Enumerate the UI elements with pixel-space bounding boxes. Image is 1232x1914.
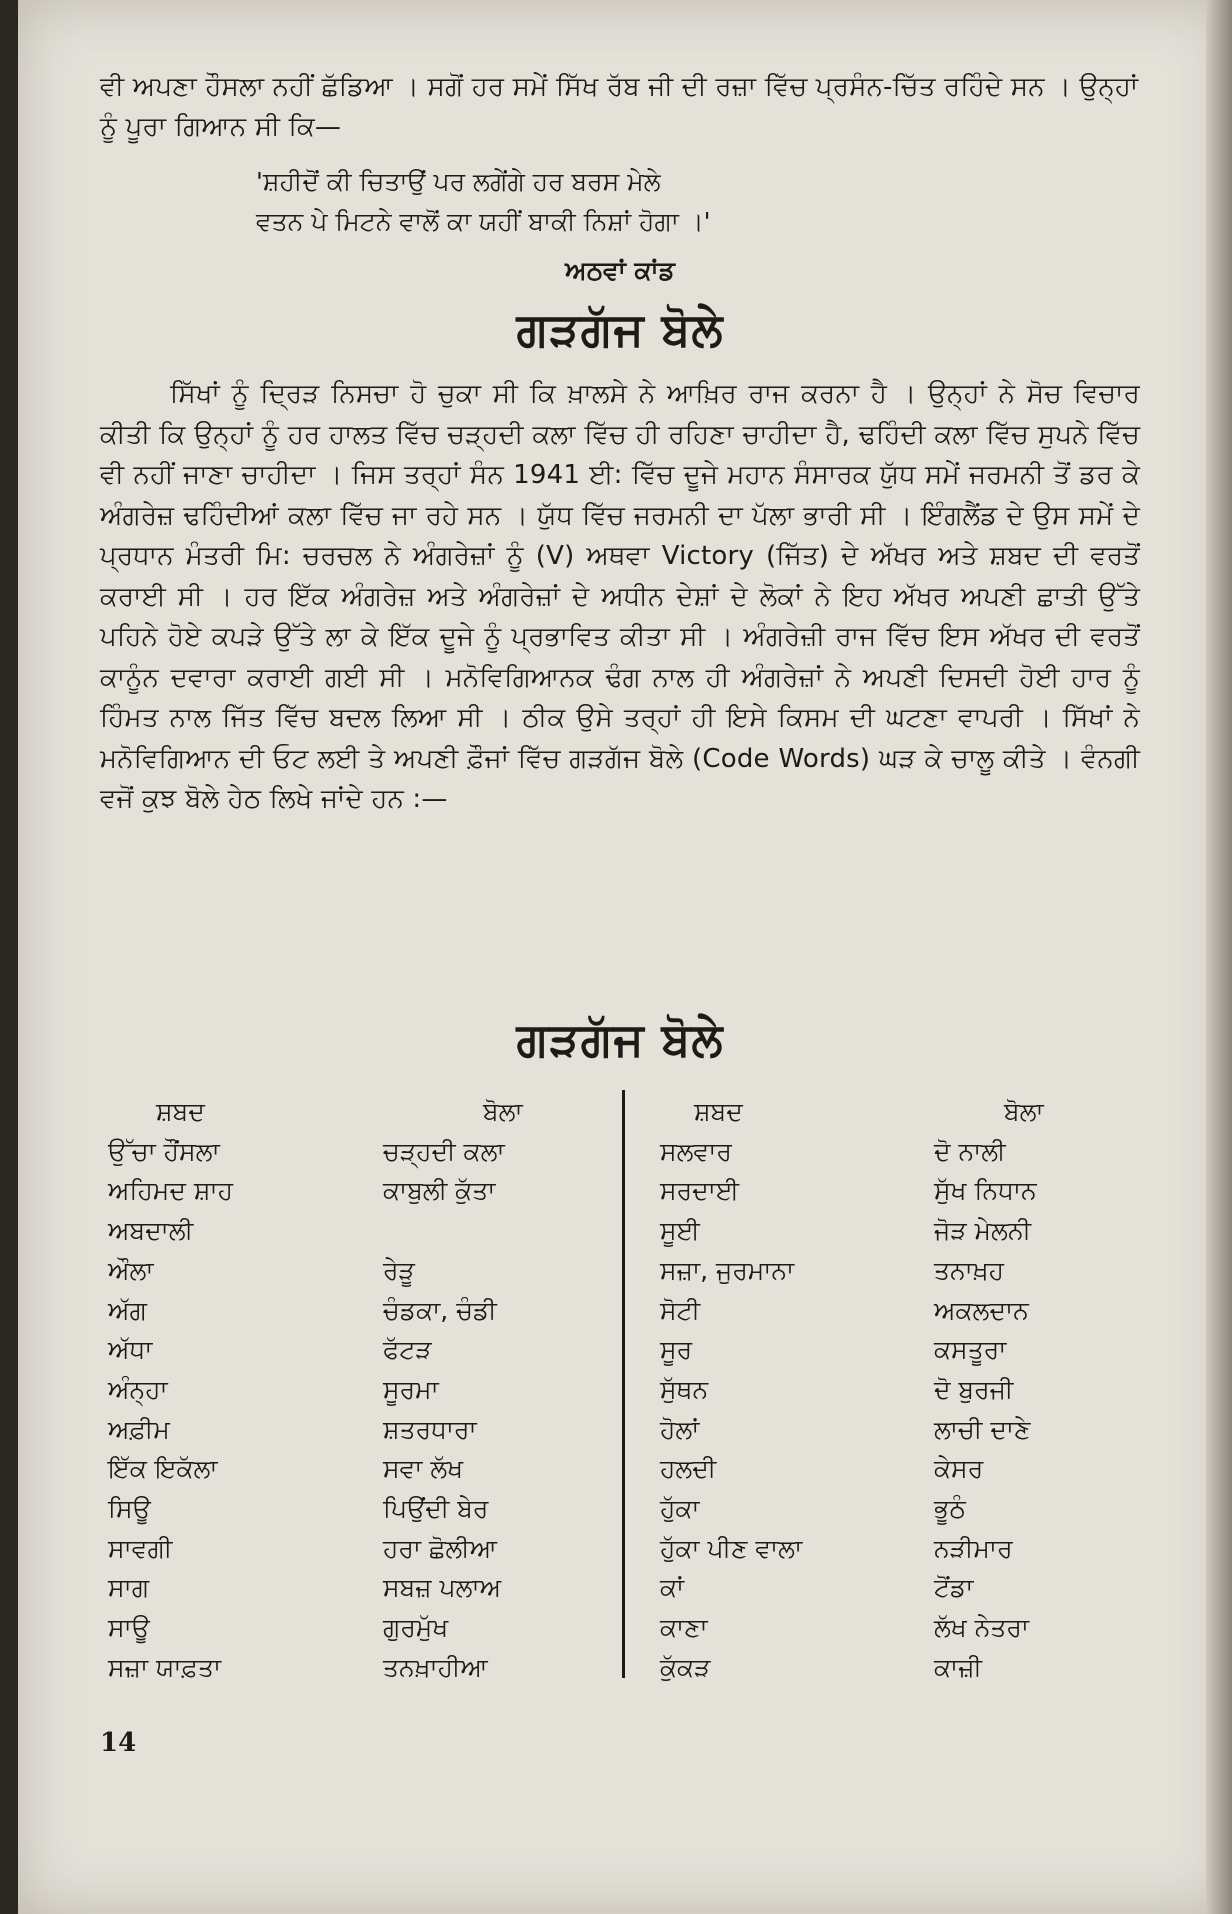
table-cell: ਚੰਡਕਾ, ਚੰਡੀ: [383, 1295, 497, 1325]
verse-line-2: ਵਤਨ ਪੇ ਮਿਟਨੇ ਵਾਲੋਂ ਕਾ ਯਹੀਂ ਬਾਕੀ ਨਿਸ਼ਾਂ ਹੋਗਾ ।': [256, 207, 711, 236]
header-bola-left: ਬੋਲਾ: [483, 1097, 523, 1126]
header-word-right: ਸ਼ਬਦ: [694, 1097, 743, 1126]
table-cell: ਹੁੱਕਾ: [660, 1494, 700, 1524]
table-cell: ਕਾਂ: [660, 1573, 685, 1603]
book-page: [18, 0, 1232, 1914]
table-cell: ਚੜ੍ਹਦੀ ਕਲਾ: [383, 1136, 505, 1166]
table-cell: ਟੋਂਡਾ: [934, 1573, 974, 1603]
table-cell: ਹਲਦੀ: [660, 1454, 717, 1484]
table-cell: ਭੂਠੰ: [934, 1494, 966, 1524]
main-paragraph: ਸਿੱਖਾਂ ਨੂੰ ਦ੍ਰਿੜ ਨਿਸਚਾ ਹੋ ਚੁਕਾ ਸੀ ਕਿ ਖ਼ਾਲਸੇ ਨੇ ਆਖ਼ਿਰ ਰਾਜ ਕਰਨਾ ਹੈ । ਉਨ੍ਹਾਂ ਨੇ ਸੋਚ ਵਿਚਾਰ ਕੀਤੀ ਕਿ ਉਨ੍ਹਾਂ ਨੂੰ ਹਰ ਹਾਲਤ ਵਿੱਚ ਚੜ੍ਹਦੀ ਕਲਾ ਵਿੱਚ ਹੀ ਰਹਿਣਾ ਚਾਹੀਦਾ ਹੈ, ਢਹਿੰਦੀ ਕਲਾ ਵਿੱਚ ਸੁਪਨੇ ਵਿੱਚ ਵੀ ਨਹੀਂ ਜਾਣਾ ਚਾਹੀਦਾ । ਜਿਸ ਤਰ੍ਹਾਂ ਸੰਨ 1941 ਈ: ਵਿੱਚ ਦੂਜੇ ਮਹਾਨ ਸੰਸਾਰਕ ਯੁੱਧ ਸਮੇਂ ਜਰਮਨੀ ਤੋਂ ਡਰ ਕੇ ਅੰਗਰੇਜ਼ ਢਹਿੰਦੀਆਂ ਕਲਾ ਵਿੱਚ ਜਾ ਰਹੇ ਸਨ । ਯੁੱਧ ਵਿੱਚ ਜਰਮਨੀ ਦਾ ਪੱਲਾ ਭਾਰੀ ਸੀ । ਇੰਗਲੈਂਡ ਦੇ ਉਸ ਸਮੇਂ ਦੇ ਪ੍ਰਧਾਨ ਮੰਤਰੀ ਮਿ: ਚਰਚਲ ਨੇ ਅੰਗਰੇਜ਼ਾਂ ਨੂੰ (V) ਅਥਵਾ Victory (ਜਿੱਤ) ਦੇ ਅੱਖਰ ਅਤੇ ਸ਼ਬਦ ਦੀ ਵਰਤੋਂ ਕਰਾਈ ਸੀ । ਹਰ ਇੱਕ ਅੰਗਰੇਜ਼ ਅਤੇ ਅੰਗਰੇਜ਼ਾਂ ਦੇ ਅਧੀਨ ਦੇਸ਼ਾਂ ਦੇ ਲੋਕਾਂ ਨੇ ਇਹ ਅੱਖਰ ਅਪਣੀ ਛਾਤੀ ਉੱਤੇ ਪਹਿਨੇ ਹੋਏ ਕਪੜੇ ਉੱਤੇ ਲਾ ਕੇ ਇੱਕ ਦੂਜੇ ਨੂੰ ਪ੍ਰਭਾਵਿਤ ਕੀਤਾ ਸੀ । ਅੰਗਰੇਜ਼ੀ ਰਾਜ ਵਿੱਚ ਇਸ ਅੱਖਰ ਦੀ ਵਰਤੋਂ ਕਾਨੂੰਨ ਦਵਾਰਾ ਕਰਾਈ ਗਈ ਸੀ । ਮਨੋਵਿਗਿਆਨਕ ਢੰਗ ਨਾਲ ਹੀ ਅੰਗਰੇਜ਼ਾਂ ਨੇ ਅਪਣੀ ਦਿਸਦੀ ਹੋਈ ਹਾਰ ਨੂੰ ਹਿੰਮਤ ਨਾਲ ਜਿੱਤ ਵਿੱਚ ਬਦਲ ਲਿਆ ਸੀ । ਠੀਕ ਉਸੇ ਤਰ੍ਹਾਂ ਹੀ ਇਸੇ ਕਿਸਮ ਦੀ ਘਟਣਾ ਵਾਪਰੀ । ਸਿੱਖਾਂ ਨੇ ਮਨੋਵਿਗਿਆਨ ਦੀ ਓਟ ਲਈ ਤੇ ਅਪਣੀ ਫ਼ੌਜਾਂ ਵਿੱਚ ਗੜਗੱਜ ਬੋਲੇ (Code Words) ਘੜ ਕੇ ਚਾਲੂ ਕੀਤੇ । ਵੰਨਗੀ ਵਜੋਂ ਕੁਝ ਬੋਲੇ ਹੇਠ ਲਿਖੇ ਜਾਂਦੇ ਹਨ :—: [100, 379, 1140, 814]
table-cell: ਅਫ਼ੀਮ: [108, 1414, 170, 1444]
table-cell: ਕਾਬੁਲੀ ਕੁੱਤਾ: [383, 1176, 496, 1206]
table-cell: ਸਜ਼ਾ, ਜੁਰਮਾਨਾ: [660, 1255, 795, 1285]
table-cell: ਤਨਾਖ਼ਹ: [934, 1255, 1005, 1285]
table-cell: ਸਵਾ ਲੱਖ: [383, 1454, 464, 1484]
table-cell: ਕੇਸਰ: [934, 1454, 984, 1484]
table-cell: ਸਲਵਾਰ: [660, 1136, 732, 1166]
table-cell: ਇੱਕ ਇਕੱਲਾ: [108, 1454, 218, 1484]
table-cell: ਅਬਦਾਲੀ: [108, 1216, 194, 1246]
table-cell: ਰੇੜੂ: [383, 1255, 415, 1285]
table-cell: ਕਾਜ਼ੀ: [934, 1652, 983, 1682]
table-cell: ਸੁੱਥਨ: [660, 1374, 709, 1404]
left-word-list: [108, 1132, 233, 1688]
right-word-list: [660, 1132, 802, 1688]
table-cell: ਸੂਰ: [660, 1335, 693, 1365]
table-cell: ਗੁਰਮੁੱਖ: [383, 1613, 449, 1643]
table-cell: ਜੋੜ ਮੇਲਨੀ: [934, 1216, 1032, 1246]
book-spine-shadow: [1206, 0, 1232, 1914]
table-cell: ਕੁੱਕੜ: [660, 1652, 711, 1682]
table-cell: ਸੁੱਖ ਨਿਧਾਨ: [934, 1176, 1037, 1206]
table-cell: ਹਰਾ ਛੋਲੀਆ: [383, 1533, 497, 1563]
left-word-column: [108, 1092, 233, 1688]
page-number: 14: [100, 1728, 137, 1758]
right-bola-list: [934, 1132, 1044, 1688]
table-cell: ਦੋ ਬੁਰਜੀ: [934, 1374, 1014, 1404]
opening-paragraph: ਵੀ ਅਪਣਾ ਹੌਸਲਾ ਨਹੀਂ ਛੱਡਿਆ । ਸਗੋਂ ਹਰ ਸਮੇਂ ਸਿੱਖ ਰੱਬ ਜੀ ਦੀ ਰਜ਼ਾ ਵਿੱਚ ਪ੍ਰਸੰਨ-ਚਿੱਤ ਰਹਿੰਦੇ ਸਨ । ਉਨ੍ਹਾਂ ਨੂੰ ਪੂਰਾ ਗਿਆਨ ਸੀ ਕਿ—: [100, 72, 1139, 142]
table-cell: ਹੁੱਕਾ ਪੀਣ ਵਾਲਾ: [660, 1533, 803, 1563]
table-cell: ਅੱਗ: [108, 1295, 147, 1325]
table-cell: ਅੱਧਾ: [108, 1335, 153, 1365]
chapter-label: ਅਠਵਾਂ ਕਾਂਡ: [565, 256, 675, 285]
table-cell: ਸਾਗ: [108, 1573, 150, 1603]
table-cell: ਸਬਜ਼ ਪਲਾਅ: [383, 1573, 502, 1603]
table-cell: ਅਹਿਮਦ ਸ਼ਾਹ: [108, 1176, 233, 1206]
table-cell: ਸੋਟੀ: [660, 1295, 701, 1325]
left-bola-list: [383, 1132, 523, 1688]
table-cell: ਕਾਣਾ: [660, 1613, 708, 1643]
verse-block: [256, 162, 711, 242]
table-cell: ਫੱਟੜ: [383, 1335, 432, 1365]
table-cell: ਸਿਊ: [108, 1494, 151, 1524]
chapter-title: ਗੜਗੱਜ ਬੋਲੇ: [516, 302, 724, 356]
column-divider: [622, 1090, 625, 1678]
table-cell: ਲੱਖ ਨੇਤਰਾ: [934, 1613, 1029, 1643]
table-cell: ਅਕਲਦਾਨ: [934, 1295, 1029, 1325]
table-cell: ਸੂਰਮਾ: [383, 1374, 439, 1404]
table-cell: ਕਸਤੂਰਾ: [934, 1335, 1007, 1365]
table-cell: ਸਾਊ: [108, 1613, 150, 1643]
right-word-column: [660, 1092, 802, 1688]
table-cell: ਸੂਈ: [660, 1216, 700, 1246]
verse-line-1: 'ਸ਼ਹੀਦੋਂ ਕੀ ਚਿਤਾਉਂ ਪਰ ਲਗੇਂਗੇ ਹਰ ਬਰਸ ਮੇਲੇ: [256, 167, 661, 196]
header-word-left: ਸ਼ਬਦ: [156, 1097, 205, 1126]
table-cell: ਸ਼ਤਰਧਾਰਾ: [383, 1414, 477, 1444]
table-cell: ਨੜੀਮਾਰ: [934, 1533, 1013, 1563]
header-bola-right: ਬੋਲਾ: [1004, 1097, 1044, 1126]
right-bola-column: [934, 1092, 1044, 1688]
left-bola-column: [383, 1092, 523, 1688]
table-cell: ਸਰਦਾਈ: [660, 1176, 740, 1206]
table-cell: ਲਾਚੀ ਦਾਣੇ: [934, 1414, 1031, 1444]
table-title: ਗੜਗੱਜ ਬੋਲੇ: [516, 1012, 724, 1066]
table-cell: ਅੰਨ੍ਹਾ: [108, 1374, 168, 1404]
table-cell: ਤਨਖ਼ਾਹੀਆ: [383, 1652, 488, 1682]
table-cell: ਸਜ਼ਾ ਯਾਫ਼ਤਾ: [108, 1652, 222, 1682]
table-cell: [383, 1211, 523, 1251]
table-cell: ਸਾਵਗੀ: [108, 1533, 173, 1563]
table-cell: ਉੱਚਾ ਹੌਂਸਲਾ: [108, 1136, 220, 1166]
table-cell: ਹੋਲਾਂ: [660, 1414, 700, 1444]
table-cell: ਔਲਾ: [108, 1255, 154, 1285]
table-cell: ਪਿਉਂਦੀ ਬੇਰ: [383, 1494, 489, 1524]
table-cell: ਦੋ ਨਾਲੀ: [934, 1136, 1006, 1166]
